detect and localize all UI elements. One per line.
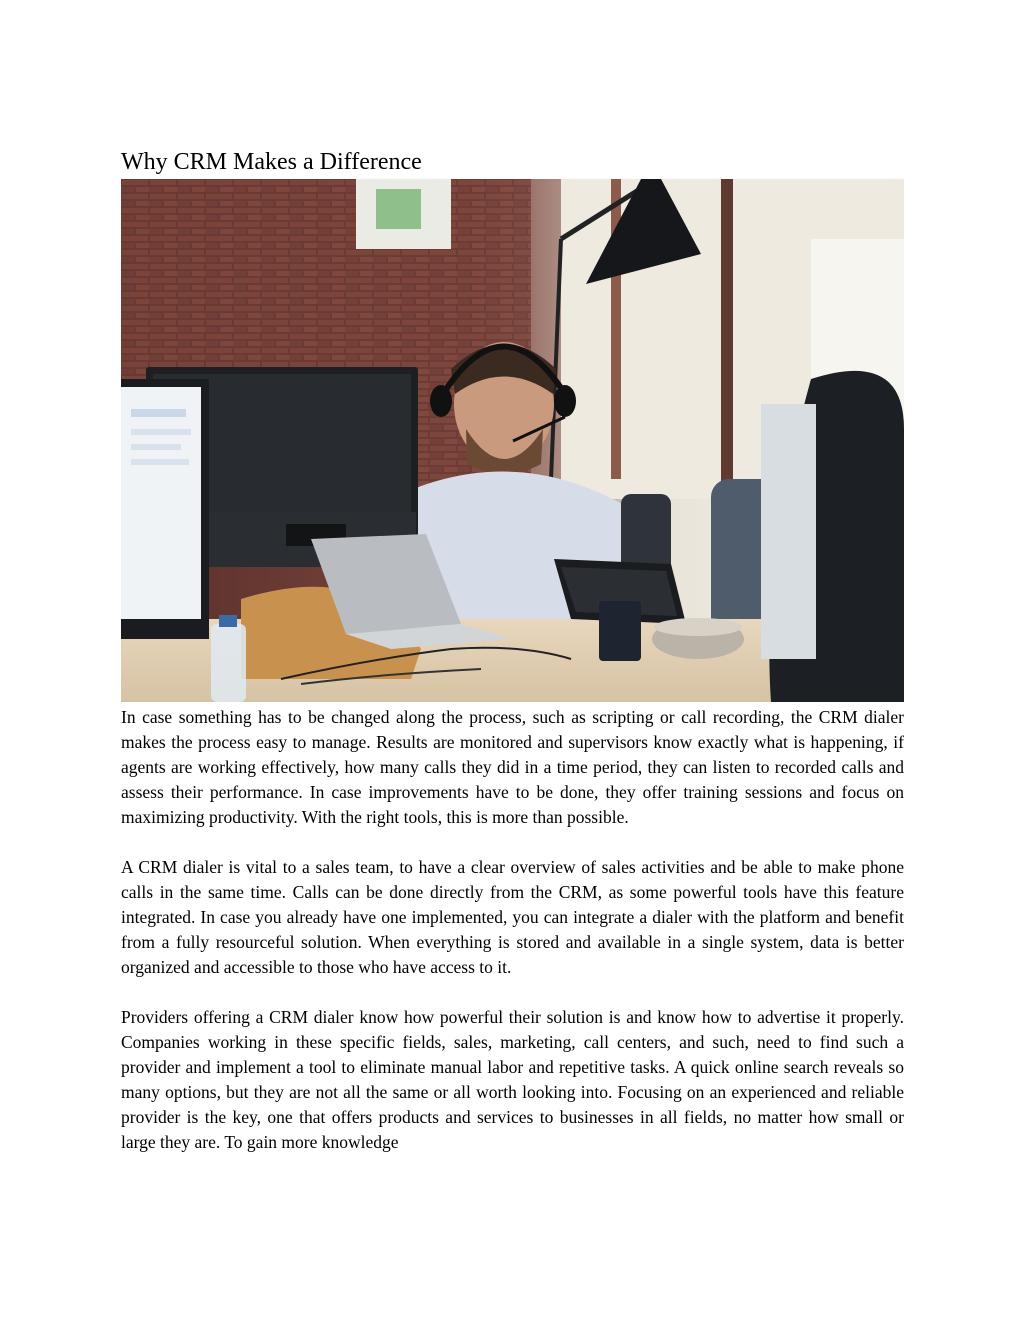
paragraph: A CRM dialer is vital to a sales team, to have a clear overview of sales activities and be able to make phone calls in the same time. Calls can be done directly from the CRM, as some powerful tools have this feature integrated. In case you already have one implemented, you can integrate a dialer with the platform and benefit from a fully resourceful solution. When everything is stored and available in a single system, data is better organized and accessible to those who have access to it. — [121, 857, 904, 977]
paragraph: Providers offering a CRM dialer know how powerful their solution is and know how to advertise it properly. Companies working in these specific fields, sales, marketing, call centers, and such, need to find such a provider and implement a tool to eliminate manual labor and repetitive tasks. A quick online search reveals so many options, but they are not all the same or all worth looking into. Focusing on an experienced and reliable provider is the key, one that offers products and services to businesses in all fields, no matter how small or large they are. To gain more knowledge — [121, 1007, 904, 1152]
document-title: Why CRM Makes a Difference — [121, 149, 422, 175]
paragraph: In case something has to be changed along the process, such as scripting or call recording, the CRM dialer makes the process easy to manage. Results are monitored and supervisors know exactly what is happening, if agents are working effectively, how many calls they did in a time period, they can listen to recorded calls and assess their performance. In case improvements have to be done, they offer training sessions and focus on maximizing productivity. With the right tools, this is more than possible. — [121, 707, 904, 827]
document-page — [121, 0, 904, 1325]
office-photo — [121, 179, 904, 702]
document-body — [121, 705, 904, 1155]
